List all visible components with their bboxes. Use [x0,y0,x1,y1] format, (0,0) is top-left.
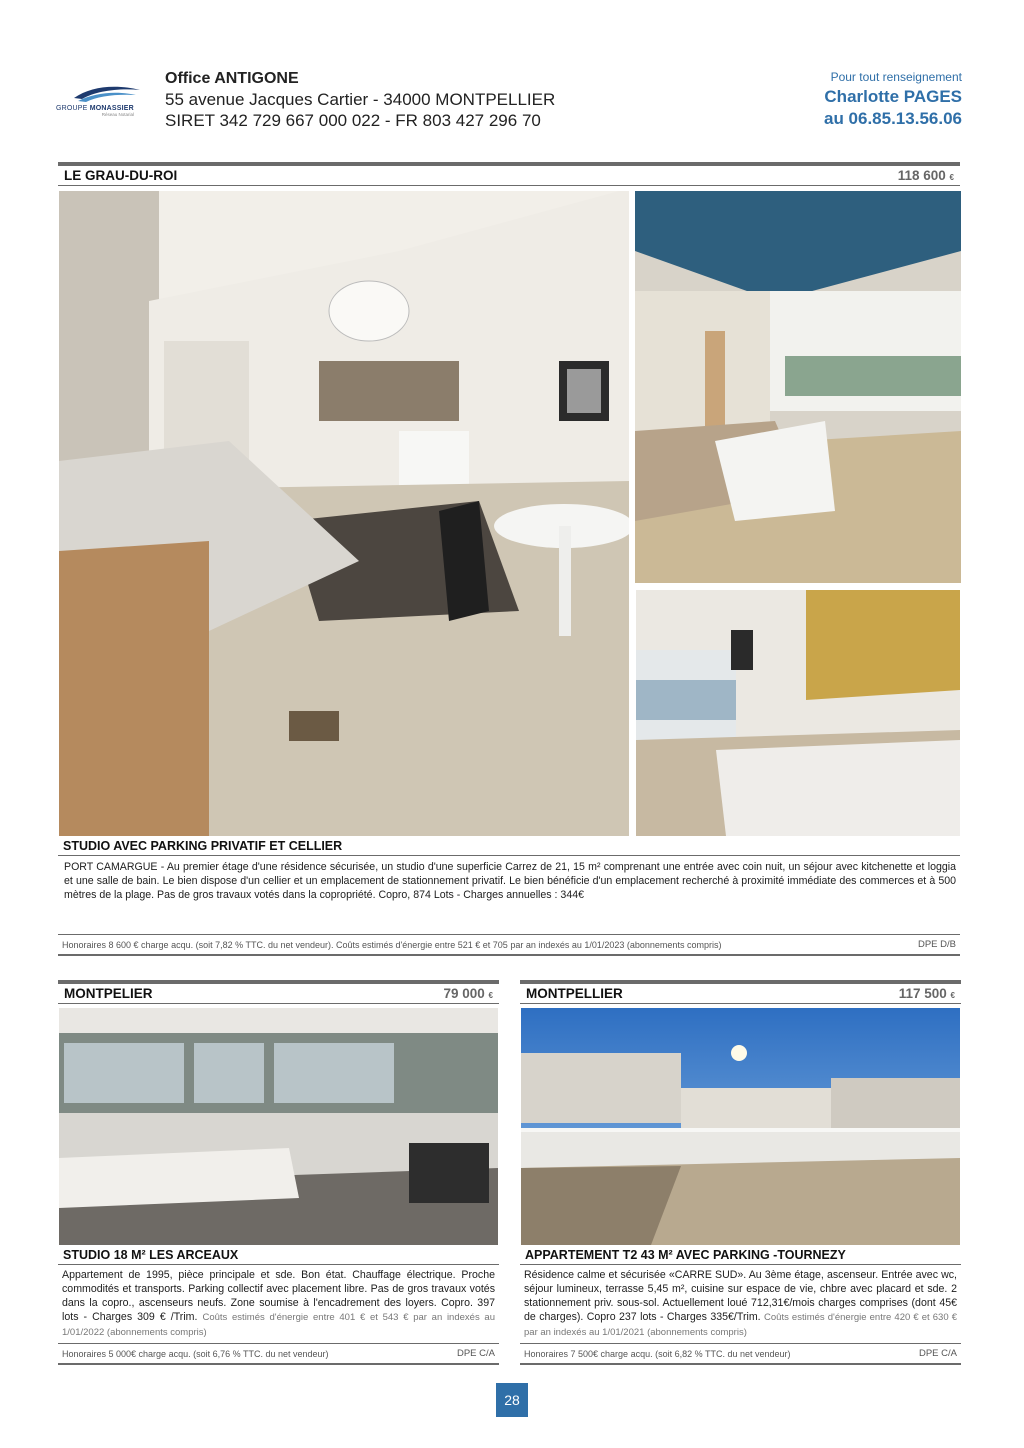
listing2-energy: Coûts estimés d'énergie entre 401 € et 543 € par an indexés au 1/01/2022 (abonnements compris) [62,1312,495,1338]
logo-subtitle: Réseau Notarial [101,112,134,117]
listing2-description [58,1268,499,1340]
listing2-header [58,980,499,1004]
listing2-fees-text: Honoraires 5 000€ charge acqu. (soit 6,76 % TTC. du net vendeur) [62,1348,329,1359]
listing1-photo-main[interactable] [59,191,629,836]
listing1-fees-text: Honoraires 8 600 € charge acqu. (soit 7,82 % TTC. du net vendeur). Coûts estimés d'énergie entre 521 € et 705 par an indexés au 1/01/2023 (abonnements compris) [62,939,722,950]
listing3-energy: Coûts estimés d'énergie entre 420 € et 630 € par an indexés au 1/01/2021 (abonnements compris) [524,1312,957,1338]
listing3-fees-text: Honoraires 7 500€ charge acqu. (soit 6,82 % TTC. du net vendeur) [524,1348,791,1359]
listing2-dpe: DPE C/A [456,1348,495,1359]
listing1-header [58,162,960,186]
listing1-city: LE GRAU-DU-ROI [64,168,178,183]
listing2-fees [58,1343,499,1365]
listing1-title: STUDIO AVEC PARKING PRIVATIF ET CELLIER [58,837,960,856]
listing1-description: PORT CAMARGUE - Au premier étage d'une résidence sécurisée, un studio d'une superficie Carrez de 21, 15 m² comprenant une entrée avec coin nuit, un séjour avec kitchenette et loggia et une salle de bain. Le bien dispose d'un cellier et un emplacement de stationnement privatif. Le bien bénéficie d'un emplacement recherché à proximité immédiate des commerces et à 500 mètres de la plage. Pas de gros travaux votés dans la copropriété. Copro, 874 Lots - Charges annuelles : 344€ [64,861,956,901]
contact-name: Charlotte PAGES [824,87,962,106]
listing3-title: APPARTEMENT T2 43 M² AVEC PARKING -TOURNEZY [520,1246,961,1265]
listing3-description-text: Résidence calme et sécurisée «CARRE SUD». Au 3ème étage, ascenseur. Entrée avec wc, séjour lumineux, terrasse 5,45 m², cuisine sur espace de vie, chbre avec placard et sde. 2 stationnement priv. sous-sol. Actuellement loué 712,31€/mois charges comprises (dont 45€ de charges). Copro 237 lots - Charges 335€/Trim. [524,1269,957,1323]
listing1-photo-bedroom[interactable] [636,590,960,836]
groupe-monassier-logo [56,82,148,124]
listing1-photo-living[interactable] [635,191,961,583]
office-address: 55 avenue Jacques Cartier - 34000 MONTPELLIER [165,90,556,109]
listing3-price: 117 500 € [898,986,955,1001]
listing3-description [520,1268,961,1340]
listing3-photo[interactable] [521,1008,960,1245]
listing3-header [520,980,961,1004]
listing2-price: 79 000 € [443,986,493,1001]
office-siret: SIRET 342 729 667 000 022 - FR 803 427 296 70 [165,111,541,130]
logo-wave-icon [56,82,148,104]
listing1-dpe: DPE D/B [917,939,956,950]
listing3-city: MONTPELLIER [526,986,623,1001]
listing3-fees [520,1343,961,1365]
contact-block [824,70,962,129]
page-number: 28 [496,1383,528,1417]
listing2-photo[interactable] [59,1008,498,1245]
office-block [165,68,555,131]
contact-label: Pour tout renseignement [830,70,962,84]
listing1-price: 118 600 € [897,168,954,183]
listing2-title: STUDIO 18 M² LES ARCEAUX [58,1246,499,1265]
listing2-description-text: Appartement de 1995, pièce principale et sde. Bon état. Chauffage électrique. Proche commodités et transports. Parking collectif avec placement libre. Pas de gros travaux votés dans la copro., ascenseurs neufs. Zone soumise à l'encadrement des loyers. Copro. 397 lots - Charges 309 € /Trim. [62,1269,495,1323]
contact-phone[interactable]: au 06.85.13.56.06 [823,109,962,128]
listing1-fees [58,934,960,956]
logo-brand: GROUPE MONASSIER [56,105,134,112]
office-name: Office ANTIGONE [165,70,299,87]
listing3-dpe: DPE C/A [918,1348,957,1359]
listing2-city: MONTPELIER [64,986,153,1001]
